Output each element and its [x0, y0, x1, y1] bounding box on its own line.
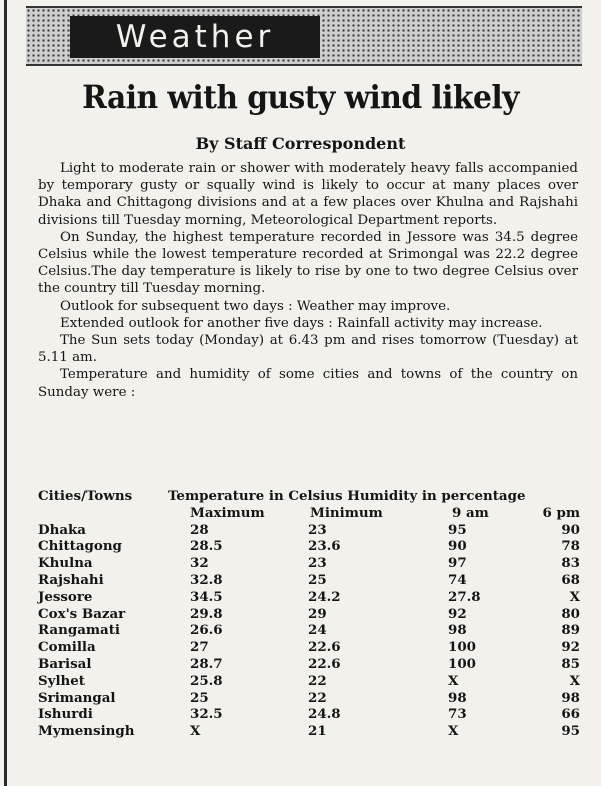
- cell-min-temp: 21: [308, 723, 327, 740]
- subheader-maximum: Maximum: [190, 504, 265, 521]
- cell-max-temp: 25.8: [190, 672, 223, 689]
- cell-humidity-9am: 98: [448, 622, 467, 639]
- cell-city: Rangamati: [38, 622, 121, 639]
- cell-humidity-9am: 98: [448, 689, 467, 706]
- cell-humidity-6pm: 66: [561, 706, 580, 723]
- cell-min-temp: 29: [308, 605, 327, 622]
- cell-humidity-6pm: 78: [561, 538, 580, 555]
- cell-city: Mymensingh: [38, 723, 135, 740]
- cell-humidity-9am: X: [448, 672, 459, 689]
- paragraph: Extended outlook for another five days : Rainfall activity may increase.: [60, 315, 543, 331]
- cell-min-temp: 23: [308, 521, 327, 538]
- cell-humidity-6pm: 98: [561, 689, 580, 706]
- cell-min-temp: 24.8: [308, 706, 341, 723]
- subheader-9am: 9 am: [452, 504, 489, 521]
- cell-humidity-6pm: 95: [561, 723, 580, 740]
- cell-min-temp: 22: [308, 689, 327, 706]
- subheader-minimum: Minimum: [310, 504, 383, 521]
- cell-max-temp: 27: [190, 639, 209, 656]
- cell-humidity-9am: 27.8: [448, 588, 481, 605]
- cell-min-temp: 22: [308, 672, 327, 689]
- cell-min-temp: 23.6: [308, 538, 341, 555]
- article-byline: By Staff Correspondent: [195, 134, 406, 153]
- cell-humidity-9am: 92: [448, 605, 467, 622]
- article-body: [38, 160, 578, 401]
- cell-humidity-9am: 95: [448, 521, 467, 538]
- paragraph: The Sun sets today (Monday) at 6.43 pm and rises tomorrow (Tuesday) at 5.11 am.: [38, 333, 578, 366]
- cell-humidity-6pm: 83: [561, 555, 580, 572]
- section-title: Weather: [70, 16, 320, 58]
- cell-max-temp: 32.5: [190, 706, 223, 723]
- table-row: [38, 572, 580, 589]
- cell-city: Barisal: [38, 655, 92, 672]
- cell-city: Dhaka: [38, 521, 86, 538]
- cell-max-temp: 26.6: [190, 622, 223, 639]
- article-headline: Rain with gusty wind likely: [82, 78, 519, 116]
- cell-min-temp: 25: [308, 571, 327, 588]
- cell-max-temp: 25: [190, 689, 209, 706]
- cell-max-temp: X: [190, 723, 201, 740]
- cell-humidity-6pm: 90: [561, 521, 580, 538]
- table-row: [38, 555, 580, 572]
- table-row: [38, 706, 580, 723]
- table-row: [38, 690, 580, 707]
- weather-table: [38, 488, 580, 740]
- header-temperature-humidity: Temperature in Celsius Humidity in percentage: [168, 488, 526, 504]
- table-rows: [38, 522, 580, 740]
- table-row: [38, 522, 580, 539]
- cell-humidity-9am: 73: [448, 706, 467, 723]
- table-row: [38, 622, 580, 639]
- table-subheader: [38, 505, 580, 522]
- cell-humidity-6pm: 92: [561, 639, 580, 656]
- subheader-6pm: 6 pm: [542, 504, 580, 521]
- cell-max-temp: 28.5: [190, 538, 223, 555]
- paragraph: Temperature and humidity of some cities and towns of the country on Sunday were :: [38, 367, 578, 400]
- cell-city: Sylhet: [38, 672, 85, 689]
- table-row: [38, 673, 580, 690]
- cell-humidity-6pm: X: [569, 672, 580, 689]
- cell-humidity-6pm: X: [569, 588, 580, 605]
- column-rule: [4, 0, 7, 786]
- cell-min-temp: 24.2: [308, 588, 341, 605]
- cell-humidity-6pm: 89: [561, 622, 580, 639]
- cell-min-temp: 22.6: [308, 655, 341, 672]
- cell-city: Khulna: [38, 555, 93, 572]
- paragraph: Light to moderate rain or shower with moderately heavy falls accompanied by temporary gusty or squally wind is likely to occur at many places over Dhaka and Chittagong divisions and at a few places over Khulna and Rajshahi divisions till Tuesday morning, Meteorological Department reports.: [38, 161, 578, 228]
- cell-max-temp: 28: [190, 521, 209, 538]
- cell-humidity-9am: 90: [448, 538, 467, 555]
- cell-city: Rajshahi: [38, 571, 104, 588]
- cell-max-temp: 29.8: [190, 605, 223, 622]
- cell-city: Cox's Bazar: [38, 605, 126, 622]
- table-row: [38, 723, 580, 740]
- cell-humidity-9am: 97: [448, 555, 467, 572]
- cell-humidity-6pm: 68: [561, 571, 580, 588]
- table-row: [38, 639, 580, 656]
- cell-max-temp: 34.5: [190, 588, 223, 605]
- cell-humidity-6pm: 80: [561, 605, 580, 622]
- cell-min-temp: 23: [308, 555, 327, 572]
- section-header-banner: [26, 6, 582, 66]
- cell-max-temp: 32: [190, 555, 209, 572]
- cell-humidity-9am: 100: [448, 639, 476, 656]
- cell-min-temp: 22.6: [308, 639, 341, 656]
- table-row: [38, 656, 580, 673]
- table-row: [38, 538, 580, 555]
- table-row: [38, 606, 580, 623]
- cell-city: Comilla: [38, 639, 96, 656]
- cell-city: Chittagong: [38, 538, 122, 555]
- cell-city: Srimangal: [38, 689, 116, 706]
- paragraph: Outlook for subsequent two days : Weather may improve.: [60, 298, 451, 314]
- cell-min-temp: 24: [308, 622, 327, 639]
- table-row: [38, 589, 580, 606]
- cell-humidity-9am: 74: [448, 571, 467, 588]
- cell-max-temp: 32.8: [190, 571, 223, 588]
- cell-max-temp: 28.7: [190, 655, 223, 672]
- header-cities: Cities/Towns: [38, 488, 133, 504]
- cell-city: Ishurdi: [38, 706, 93, 723]
- cell-humidity-9am: 100: [448, 655, 476, 672]
- paragraph: On Sunday, the highest temperature recorded in Jessore was 34.5 degree Celsius while the lowest temperature recorded at Srimongal was 22.2 degree Celsius.The day temperature is likely to rise by one to two degree Celsius over the country till Tuesday morning.: [38, 229, 578, 297]
- table-header: [38, 488, 580, 505]
- cell-city: Jessore: [38, 588, 93, 605]
- cell-humidity-6pm: 85: [561, 655, 580, 672]
- cell-humidity-9am: X: [448, 723, 459, 740]
